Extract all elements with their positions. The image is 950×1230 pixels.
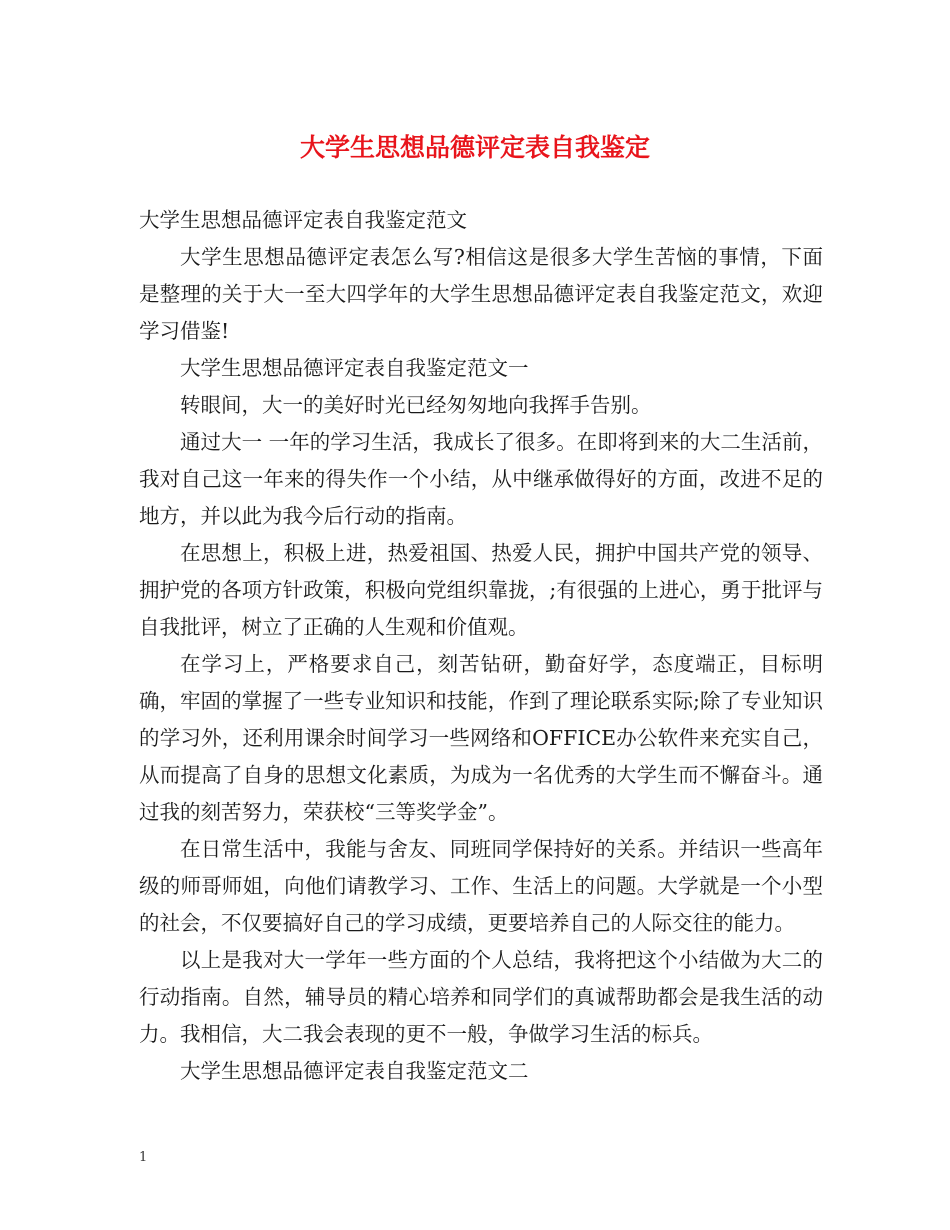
body-paragraph: 在学习上，严格要求自己，刻苦钻研，勤奋好学，态度端正，目标明确，牢固的掌握了一些专业知识和技能，作到了理论联系实际;除了专业知识的学习外，还利用课余时间学习一些网络和OFFICE办公软件来充实自己，从而提高了自身的思想文化素质，为成为一名优秀的大学生而不懈奋斗。通过我的刻苦努力，荣获校“三等奖学金”。	[139, 652, 823, 824]
body-paragraph: 转眼间，大一的美好时光已经匆匆地向我挥手告别。	[180, 393, 652, 417]
page-number: 1	[139, 1150, 148, 1165]
body-paragraph: 在思想上，积极上进，热爱祖国、热爱人民，拥护中国共产党的领导、拥护党的各项方针政策，积极向党组织靠拢，;有很强的上进心，勇于批评与自我批评，树立了正确的人生观和价值观。	[139, 541, 823, 639]
intro-paragraph: 大学生思想品德评定表怎么写?相信这是很多大学生苦恼的事情，下面是整理的关于大一至大四学年的大学生思想品德评定表自我鉴定范文，欢迎学习借鉴!	[139, 245, 823, 343]
body-paragraph: 通过大一 一年的学习生活，我成长了很多。在即将到来的大二生活前，我对自己这一年来的得失作一个小结，从中继承做得好的方面，改进不足的地方，并以此为我今后行动的指南。	[139, 430, 823, 528]
body-paragraph: 以上是我对大一学年一些方面的个人总结，我将把这个小结做为大二的行动指南。自然，辅导员的精心培养和同学们的真诚帮助都会是我生活的动力。我相信，大二我会表现的更不一般，争做学习生活的标兵。	[139, 948, 823, 1046]
section-heading-one: 大学生思想品德评定表自我鉴定范文一	[180, 356, 529, 380]
section-heading-two: 大学生思想品德评定表自我鉴定范文二	[180, 1059, 529, 1083]
document-title: 大学生思想品德评定表自我鉴定	[299, 133, 650, 162]
document-body	[139, 202, 823, 1090]
subtitle-paragraph: 大学生思想品德评定表自我鉴定范文	[139, 208, 467, 232]
body-paragraph: 在日常生活中，我能与舍友、同班同学保持好的关系。并结识一些高年级的师哥师姐，向他们请教学习、工作、生活上的问题。大学就是一个小型的社会，不仅要搞好自己的学习成绩，更要培养自己的人际交往的能力。	[139, 837, 823, 935]
